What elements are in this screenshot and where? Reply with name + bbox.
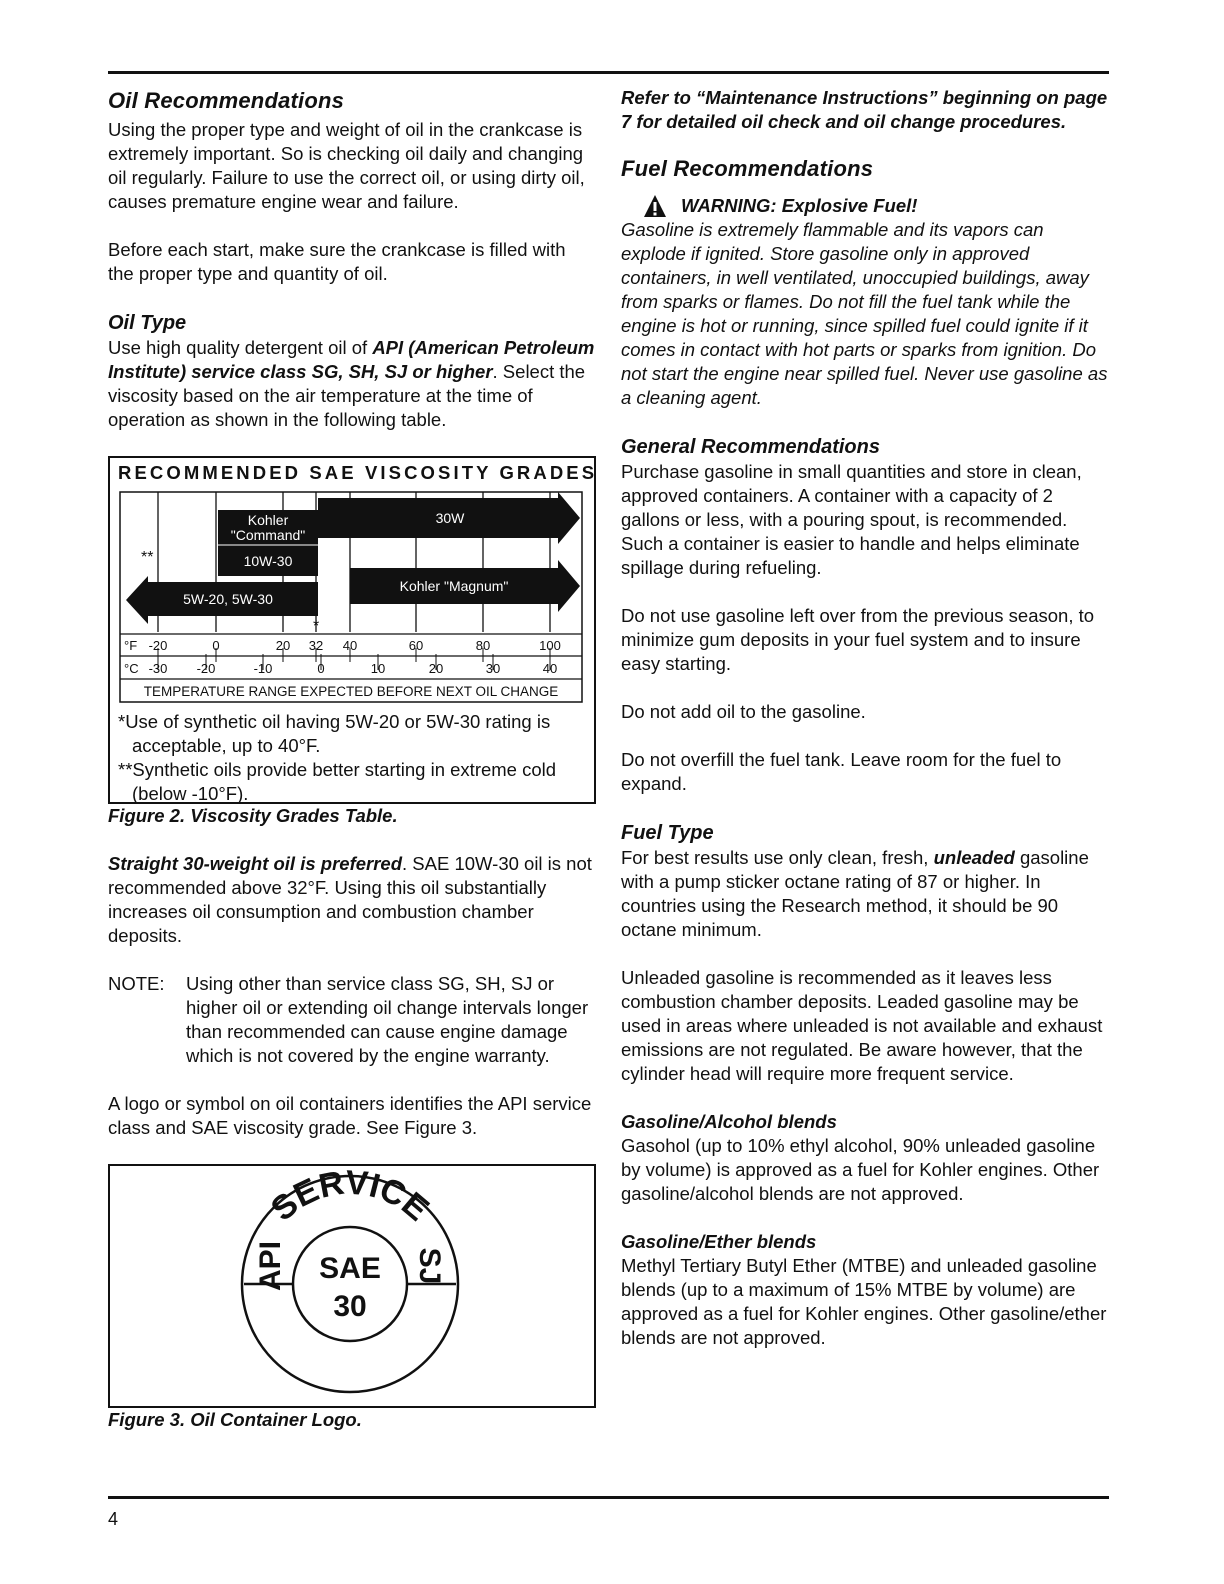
logo-paragraph: A logo or symbol on oil containers identifies the API service class and SAE viscosity grade. See Figure 3. xyxy=(108,1093,592,1138)
fuel-type-text-end: gasoline with a pump sticker octane rating of 87 or higher. In countries using the Research method, it should be 90 octane minimum. xyxy=(621,847,1089,940)
f-tick-20: 20 xyxy=(275,638,291,653)
footnote-double-star: **Synthetic oils provide better starting in extreme cold (below -10°F). xyxy=(118,759,557,804)
api-service-logo xyxy=(110,1166,594,1406)
label-5w: 5W-20, 5W-30 xyxy=(183,591,273,607)
bottom-rule xyxy=(108,1496,1109,1499)
maintenance-reference: Refer to “Maintenance Instructions” beginning on page 7 for detailed oil check and oil change procedures. xyxy=(621,87,1108,132)
oil-type-paragraph xyxy=(108,336,596,432)
note-text: Using other than service class SG, SH, SJ or higher oil or extending oil change intervals longer than recommended can cause engine damage which is not covered by the engine warranty. xyxy=(186,973,589,1066)
alcohol-blends-text: Gasohol (up to 10% ethyl alcohol, 90% unleaded gasoline by volume) is approved as a fuel for Kohler engines. Other gasoline/alcohol blends are not approved. xyxy=(621,1135,1100,1204)
label-30w: 30W xyxy=(435,510,465,526)
label-kohler: Kohler xyxy=(247,512,289,528)
straight-30-weight-paragraph xyxy=(108,852,596,948)
f-tick-minus20: -20 xyxy=(148,638,168,653)
warning-text: Gasoline is extremely flammable and its vapors can explode if ignited. Store gasoline only in approved containers, in well ventilated, unoccupied buildings, away from sparks or flames. Do not fill the fuel tank while the engine is hot or running, since spilled fuel could ignite if it comes in contact with hot parts or sparks from ignition. Do not start the engine near spilled fuel. Never use gasoline as a cleaning agent. xyxy=(621,219,1108,408)
c-tick-20: 20 xyxy=(428,661,444,676)
viscosity-chart xyxy=(118,488,586,706)
top-rule xyxy=(108,71,1109,74)
general-paragraph-4: Do not overfill the fuel tank. Leave room for the fuel to expand. xyxy=(621,749,1062,794)
label-10w30: 10W-30 xyxy=(243,553,293,569)
oil-type-text-end: . Select the viscosity based on the air temperature at the time of operation as shown in the following table. xyxy=(108,361,586,430)
logo-sj-text: SJ xyxy=(413,1247,446,1285)
fuel-type-paragraph-2: Unleaded gasoline is recommended as it leaves less combustion chamber deposits. Leaded gasoline may be used in areas where unleaded is not available and exhaust emissions are not regulated. Be aware however, that the cylinder head will require more frequent service. xyxy=(621,967,1103,1084)
double-star-marker: ** xyxy=(141,549,154,566)
c-tick-minus30: -30 xyxy=(148,661,168,676)
f-tick-40: 40 xyxy=(342,638,358,653)
oil-container-logo-figure xyxy=(108,1164,596,1408)
footnote-single-star: *Use of synthetic oil having 5W-20 or 5W-30 rating is acceptable, up to 40°F. xyxy=(118,711,551,756)
f-tick-60: 60 xyxy=(408,638,424,653)
c-tick-30: 30 xyxy=(485,661,501,676)
right-column xyxy=(621,86,1111,1350)
axis-caption: TEMPERATURE RANGE EXPECTED BEFORE NEXT OIL CHANGE xyxy=(143,684,559,699)
celsius-unit: °C xyxy=(124,661,139,676)
viscosity-table-title: RECOMMENDED SAE VISCOSITY GRADES xyxy=(118,462,598,483)
c-tick-minus20: -20 xyxy=(196,661,216,676)
viscosity-grades-table xyxy=(108,456,596,804)
fahrenheit-axis xyxy=(124,638,561,653)
ether-blends-heading: Gasoline/Ether blends xyxy=(621,1231,817,1252)
single-star-marker: * xyxy=(313,618,320,635)
oil-type-heading: Oil Type xyxy=(108,312,187,334)
label-magnum: Kohler "Magnum" xyxy=(399,578,509,594)
fuel-type-text-start: For best results use only clean, fresh, xyxy=(621,847,934,868)
logo-service-text: SERVICE xyxy=(263,1166,437,1229)
general-paragraph-1: Purchase gasoline in small quantities and store in clean, approved containers. A container with a capacity of 2 gallons or less, with a pouring spout, is recommended. Such a container is easier to handle and helps eliminate spillage during refueling. xyxy=(621,461,1082,578)
c-tick-40: 40 xyxy=(542,661,558,676)
f-tick-80: 80 xyxy=(475,638,491,653)
general-paragraph-2: Do not use gasoline left over from the previous season, to minimize gum deposits in your fuel system and to insure easy starting. xyxy=(621,605,1095,674)
label-command: "Command" xyxy=(230,527,306,543)
logo-api-text: API xyxy=(254,1240,287,1292)
oil-recommendations-paragraph-1: Using the proper type and weight of oil in the crankcase is extremely important. So is checking oil daily and changing oil regularly. Failure to use the correct oil, or using dirty oil, causes premature engine wear and failure. xyxy=(108,119,585,212)
fuel-recommendations-heading: Fuel Recommendations xyxy=(621,156,874,181)
fuel-type-paragraph-1 xyxy=(621,846,1111,942)
logo-sae-text: SAE xyxy=(319,1252,381,1285)
page-number: 4 xyxy=(108,1509,119,1529)
oil-recommendations-paragraph-2: Before each start, make sure the crankcase is filled with the proper type and quantity of oil. xyxy=(108,239,566,284)
ether-blends-text: Methyl Tertiary Butyl Ether (MTBE) and unleaded gasoline blends (up to a maximum of 15% MTBE by volume) are approved as a fuel for Kohler engines. Other gasoline/ether blends are not approved. xyxy=(621,1255,1107,1348)
logo-grade-text: 30 xyxy=(333,1290,367,1323)
figure-2-caption: Figure 2. Viscosity Grades Table. xyxy=(108,805,398,826)
f-tick-100: 100 xyxy=(539,638,561,653)
general-recommendations-heading: General Recommendations xyxy=(621,436,880,458)
fahrenheit-unit: °F xyxy=(124,638,138,653)
warning-triangle-icon xyxy=(643,194,667,218)
note-block xyxy=(108,972,596,1068)
straight-30-weight-bold: Straight 30-weight oil is preferred xyxy=(108,853,403,874)
oil-recommendations-heading: Oil Recommendations xyxy=(108,88,345,113)
left-column xyxy=(108,86,596,1432)
celsius-axis xyxy=(124,661,557,676)
warning-heading xyxy=(621,194,1111,218)
straight-30-weight-text: . SAE 10W-30 oil is not recommended above 32°F. Using this oil substantially increases oil consumption and combustion chamber deposits. xyxy=(108,853,592,946)
c-tick-minus10: -10 xyxy=(253,661,273,676)
c-tick-10: 10 xyxy=(370,661,386,676)
fuel-type-unleaded: unleaded xyxy=(933,847,1015,868)
alcohol-blends-heading: Gasoline/Alcohol blends xyxy=(621,1111,837,1132)
fuel-type-heading: Fuel Type xyxy=(621,822,714,844)
oil-type-text-start: Use high quality detergent oil of xyxy=(108,337,373,358)
note-label: NOTE: xyxy=(108,973,165,994)
viscosity-footnotes xyxy=(118,710,594,806)
f-tick-0: 0 xyxy=(212,638,220,653)
c-tick-0: 0 xyxy=(317,661,325,676)
f-tick-32: 32 xyxy=(308,638,324,653)
figure-3-caption: Figure 3. Oil Container Logo. xyxy=(108,1409,362,1430)
general-paragraph-3: Do not add oil to the gasoline. xyxy=(621,701,866,722)
warning-title: WARNING: Explosive Fuel! xyxy=(681,195,918,216)
oil-type-service-class: API (American Petroleum Institute) service class SG, SH, SJ or higher xyxy=(108,337,595,382)
